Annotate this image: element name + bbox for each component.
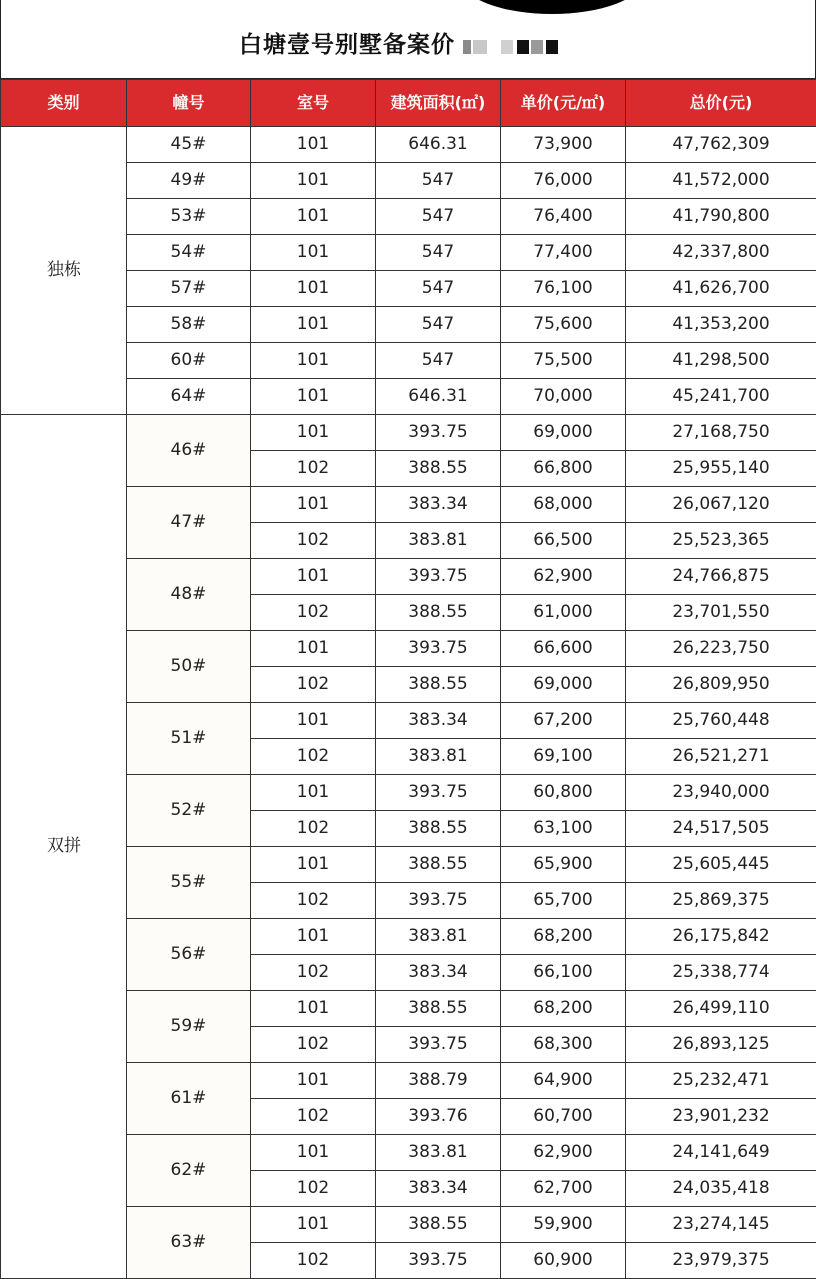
area-cell: 388.55: [376, 451, 501, 487]
area-cell: 383.81: [376, 919, 501, 955]
unit-price-cell: 62,900: [501, 1135, 626, 1171]
area-cell: 393.75: [376, 631, 501, 667]
room-cell: 101: [251, 127, 376, 163]
category-cell: 双拼: [1, 415, 127, 1279]
unit-price-cell: 61,000: [501, 595, 626, 631]
unit-price-cell: 62,900: [501, 559, 626, 595]
unit-price-cell: 68,300: [501, 1027, 626, 1063]
area-cell: 383.34: [376, 955, 501, 991]
unit-price-cell: 68,200: [501, 919, 626, 955]
building-cell: 49#: [127, 163, 251, 199]
header-area: 建筑面积(㎡): [376, 80, 501, 127]
area-cell: 547: [376, 235, 501, 271]
room-cell: 102: [251, 667, 376, 703]
title-bar: [0, 0, 816, 79]
total-price-cell: 23,274,145: [626, 1207, 816, 1243]
building-cell: 53#: [127, 199, 251, 235]
redaction-mark: [517, 40, 529, 54]
total-price-cell: 24,766,875: [626, 559, 816, 595]
area-cell: 388.55: [376, 595, 501, 631]
building-cell: 64#: [127, 379, 251, 415]
room-cell: 101: [251, 415, 376, 451]
building-cell: 51#: [127, 703, 251, 775]
building-cell: 58#: [127, 307, 251, 343]
unit-price-cell: 75,600: [501, 307, 626, 343]
page-title: 白塘壹号别墅备案价: [239, 32, 455, 58]
room-cell: 101: [251, 703, 376, 739]
total-price-cell: 27,168,750: [626, 415, 816, 451]
unit-price-cell: 69,000: [501, 415, 626, 451]
unit-price-cell: 62,700: [501, 1171, 626, 1207]
unit-price-cell: 60,900: [501, 1243, 626, 1279]
table-row: [1, 415, 816, 451]
total-price-cell: 41,790,800: [626, 199, 816, 235]
room-cell: 101: [251, 919, 376, 955]
room-cell: 101: [251, 379, 376, 415]
total-price-cell: 41,626,700: [626, 271, 816, 307]
room-cell: 101: [251, 631, 376, 667]
room-cell: 101: [251, 487, 376, 523]
total-price-cell: 41,353,200: [626, 307, 816, 343]
header-building: 幢号: [127, 80, 251, 127]
unit-price-cell: 75,500: [501, 343, 626, 379]
room-cell: 101: [251, 559, 376, 595]
area-cell: 547: [376, 343, 501, 379]
unit-price-cell: 73,900: [501, 127, 626, 163]
building-cell: 48#: [127, 559, 251, 631]
total-price-cell: 41,572,000: [626, 163, 816, 199]
unit-price-cell: 60,800: [501, 775, 626, 811]
total-price-cell: 41,298,500: [626, 343, 816, 379]
area-cell: 388.79: [376, 1063, 501, 1099]
total-price-cell: 23,701,550: [626, 595, 816, 631]
total-price-cell: 25,869,375: [626, 883, 816, 919]
total-price-cell: 25,523,365: [626, 523, 816, 559]
unit-price-cell: 76,000: [501, 163, 626, 199]
total-price-cell: 26,067,120: [626, 487, 816, 523]
total-price-cell: 24,035,418: [626, 1171, 816, 1207]
building-cell: 60#: [127, 343, 251, 379]
area-cell: 388.55: [376, 847, 501, 883]
room-cell: 102: [251, 955, 376, 991]
redaction-mark: [473, 40, 487, 54]
area-cell: 388.55: [376, 667, 501, 703]
room-cell: 102: [251, 451, 376, 487]
room-cell: 102: [251, 595, 376, 631]
unit-price-cell: 68,200: [501, 991, 626, 1027]
room-cell: 101: [251, 847, 376, 883]
total-price-cell: 26,175,842: [626, 919, 816, 955]
building-cell: 57#: [127, 271, 251, 307]
area-cell: 388.55: [376, 991, 501, 1027]
area-cell: 388.55: [376, 811, 501, 847]
room-cell: 102: [251, 523, 376, 559]
price-table: [0, 79, 816, 1279]
area-cell: 646.31: [376, 127, 501, 163]
header-room: 室号: [251, 80, 376, 127]
unit-price-cell: 76,400: [501, 199, 626, 235]
area-cell: 393.75: [376, 883, 501, 919]
unit-price-cell: 64,900: [501, 1063, 626, 1099]
total-price-cell: 25,232,471: [626, 1063, 816, 1099]
total-price-cell: 26,223,750: [626, 631, 816, 667]
area-cell: 393.75: [376, 559, 501, 595]
unit-price-cell: 60,700: [501, 1099, 626, 1135]
room-cell: 101: [251, 1135, 376, 1171]
total-price-cell: 25,605,445: [626, 847, 816, 883]
room-cell: 101: [251, 343, 376, 379]
room-cell: 101: [251, 775, 376, 811]
unit-price-cell: 66,500: [501, 523, 626, 559]
redaction-mark: [463, 40, 471, 54]
area-cell: 383.81: [376, 1135, 501, 1171]
area-cell: 383.34: [376, 1171, 501, 1207]
area-cell: 393.75: [376, 415, 501, 451]
room-cell: 101: [251, 307, 376, 343]
unit-price-cell: 66,800: [501, 451, 626, 487]
room-cell: 101: [251, 235, 376, 271]
room-cell: 101: [251, 199, 376, 235]
area-cell: 547: [376, 271, 501, 307]
room-cell: 102: [251, 1171, 376, 1207]
total-price-cell: 24,141,649: [626, 1135, 816, 1171]
building-cell: 61#: [127, 1063, 251, 1135]
building-cell: 56#: [127, 919, 251, 991]
total-price-cell: 25,955,140: [626, 451, 816, 487]
area-cell: 547: [376, 199, 501, 235]
header-unit-price: 单价(元/㎡): [501, 80, 626, 127]
area-cell: 547: [376, 163, 501, 199]
room-cell: 101: [251, 1063, 376, 1099]
unit-price-cell: 59,900: [501, 1207, 626, 1243]
total-price-cell: 26,499,110: [626, 991, 816, 1027]
total-price-cell: 26,893,125: [626, 1027, 816, 1063]
area-cell: 393.75: [376, 1027, 501, 1063]
header-row: [1, 80, 816, 127]
total-price-cell: 24,517,505: [626, 811, 816, 847]
total-price-cell: 26,809,950: [626, 667, 816, 703]
total-price-cell: 23,901,232: [626, 1099, 816, 1135]
redaction-mark: [531, 40, 543, 54]
unit-price-cell: 65,700: [501, 883, 626, 919]
area-cell: 383.81: [376, 523, 501, 559]
room-cell: 101: [251, 1207, 376, 1243]
table-row: [1, 127, 816, 163]
room-cell: 101: [251, 271, 376, 307]
room-cell: 102: [251, 883, 376, 919]
building-cell: 54#: [127, 235, 251, 271]
total-price-cell: 42,337,800: [626, 235, 816, 271]
redaction-mark: [546, 40, 558, 54]
building-cell: 52#: [127, 775, 251, 847]
redaction-mark: [501, 40, 513, 54]
unit-price-cell: 63,100: [501, 811, 626, 847]
building-cell: 59#: [127, 991, 251, 1063]
unit-price-cell: 76,100: [501, 271, 626, 307]
header-category: 类别: [1, 80, 127, 127]
room-cell: 101: [251, 991, 376, 1027]
room-cell: 101: [251, 163, 376, 199]
unit-price-cell: 69,100: [501, 739, 626, 775]
total-price-cell: 23,940,000: [626, 775, 816, 811]
total-price-cell: 47,762,309: [626, 127, 816, 163]
room-cell: 102: [251, 1243, 376, 1279]
building-cell: 55#: [127, 847, 251, 919]
room-cell: 102: [251, 739, 376, 775]
area-cell: 646.31: [376, 379, 501, 415]
unit-price-cell: 65,900: [501, 847, 626, 883]
room-cell: 102: [251, 1099, 376, 1135]
area-cell: 388.55: [376, 1207, 501, 1243]
category-cell: 独栋: [1, 127, 127, 415]
unit-price-cell: 68,000: [501, 487, 626, 523]
total-price-cell: 23,979,375: [626, 1243, 816, 1279]
building-cell: 45#: [127, 127, 251, 163]
unit-price-cell: 70,000: [501, 379, 626, 415]
unit-price-cell: 66,600: [501, 631, 626, 667]
area-cell: 383.34: [376, 487, 501, 523]
building-cell: 50#: [127, 631, 251, 703]
area-cell: 393.76: [376, 1099, 501, 1135]
total-price-cell: 45,241,700: [626, 379, 816, 415]
building-cell: 47#: [127, 487, 251, 559]
room-cell: 102: [251, 1027, 376, 1063]
unit-price-cell: 77,400: [501, 235, 626, 271]
area-cell: 383.81: [376, 739, 501, 775]
area-cell: 547: [376, 307, 501, 343]
unit-price-cell: 66,100: [501, 955, 626, 991]
total-price-cell: 25,338,774: [626, 955, 816, 991]
area-cell: 383.34: [376, 703, 501, 739]
header-total-price: 总价(元): [626, 80, 816, 127]
total-price-cell: 25,760,448: [626, 703, 816, 739]
area-cell: 393.75: [376, 775, 501, 811]
building-cell: 63#: [127, 1207, 251, 1279]
building-cell: 46#: [127, 415, 251, 487]
unit-price-cell: 67,200: [501, 703, 626, 739]
total-price-cell: 26,521,271: [626, 739, 816, 775]
area-cell: 393.75: [376, 1243, 501, 1279]
building-cell: 62#: [127, 1135, 251, 1207]
unit-price-cell: 69,000: [501, 667, 626, 703]
room-cell: 102: [251, 811, 376, 847]
